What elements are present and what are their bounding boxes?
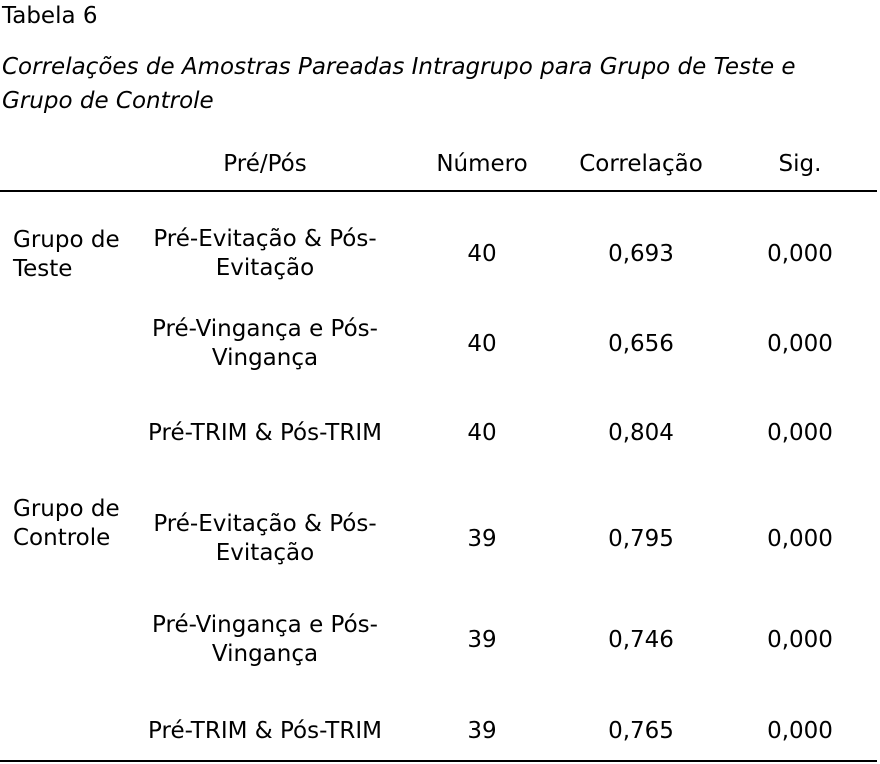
correlation-cell: 0,693 bbox=[608, 240, 674, 267]
table-label: Tabela 6 bbox=[2, 3, 98, 29]
pair-cell: Pré-Evitação & Pós-Evitação bbox=[153, 511, 377, 566]
header-pair: Pré/Pós bbox=[223, 151, 307, 177]
number-cell: 40 bbox=[467, 419, 497, 446]
correlation-cell: 0,804 bbox=[608, 419, 674, 446]
header-sig: Sig. bbox=[778, 151, 822, 177]
header-number: Número bbox=[436, 151, 528, 177]
number-cell: 39 bbox=[467, 626, 497, 653]
table-row bbox=[0, 314, 877, 374]
pair-cell: Pré-Evitação & Pós-Evitação bbox=[153, 226, 377, 281]
table-row bbox=[0, 224, 877, 284]
number-cell: 40 bbox=[467, 330, 497, 357]
correlation-cell: 0,795 bbox=[608, 525, 674, 552]
correlation-cell: 0,765 bbox=[608, 717, 674, 744]
group-label-test: Grupo de Teste bbox=[13, 227, 120, 282]
sig-cell: 0,000 bbox=[767, 626, 833, 653]
bottom-rule bbox=[0, 760, 877, 762]
number-cell: 39 bbox=[467, 717, 497, 744]
pair-cell: Pré-TRIM & Pós-TRIM bbox=[148, 717, 382, 744]
header-correlation: Correlação bbox=[579, 151, 703, 177]
table-row bbox=[0, 403, 877, 463]
sig-cell: 0,000 bbox=[767, 717, 833, 744]
correlation-cell: 0,656 bbox=[608, 330, 674, 357]
sig-cell: 0,000 bbox=[767, 525, 833, 552]
pair-cell: Pré-TRIM & Pós-TRIM bbox=[148, 419, 382, 446]
sig-cell: 0,000 bbox=[767, 240, 833, 267]
pair-cell: Pré-Vingança e Pós-Vingança bbox=[152, 316, 378, 371]
table-row bbox=[0, 701, 877, 761]
pair-cell: Pré-Vingança e Pós-Vingança bbox=[152, 612, 378, 667]
table-row bbox=[0, 610, 877, 670]
sig-cell: 0,000 bbox=[767, 330, 833, 357]
group-label-control: Grupo de Controle bbox=[13, 496, 120, 551]
sig-cell: 0,000 bbox=[767, 419, 833, 446]
number-cell: 39 bbox=[467, 525, 497, 552]
correlation-cell: 0,746 bbox=[608, 626, 674, 653]
header-rule bbox=[0, 190, 877, 192]
table-title: Correlações de Amostras Pareadas Intragrupo para Grupo de Teste e Grupo de Controle bbox=[2, 54, 796, 114]
table-row bbox=[0, 509, 877, 569]
number-cell: 40 bbox=[467, 240, 497, 267]
